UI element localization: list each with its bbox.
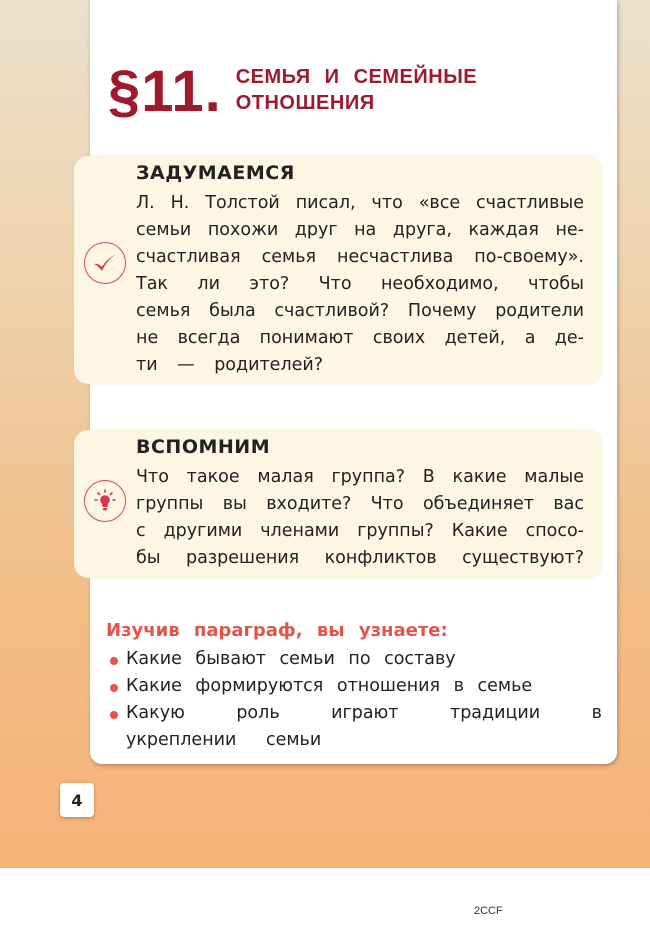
- think-line: семьи похожи друг на друга, каждая не-: [136, 220, 584, 240]
- page-number: 4: [60, 783, 94, 817]
- recall-line: Что такое малая группа? В какие малые: [136, 467, 584, 487]
- recall-line: бы разрешения конфликтов существуют?: [136, 548, 584, 568]
- think-heading: ЗАДУМАЕМСЯ: [136, 162, 295, 184]
- footer-code: 2CCF: [474, 905, 503, 917]
- learn-item: Какую роль играют традиции в укреплении семьи: [106, 700, 602, 754]
- checkmark-icon: [84, 242, 126, 284]
- section-title: [236, 64, 477, 116]
- recall-line: группы вы входите? Что объединяет вас: [136, 494, 584, 514]
- think-line: Так ли это? Что необходимо, чтобы: [136, 274, 584, 294]
- section-number: §11.: [108, 59, 222, 124]
- section-title-line-1: СЕМЬЯ И СЕМЕЙНЫЕ: [235, 66, 478, 88]
- think-box: [74, 156, 602, 384]
- recall-text: [136, 464, 584, 572]
- lightbulb-icon: [84, 480, 126, 522]
- learn-list: [106, 646, 602, 754]
- recall-line: с другими членами группы? Какие спосо-: [136, 521, 584, 541]
- learn-item: Какие формируются отношения в семье: [106, 673, 602, 700]
- section-header: [108, 60, 477, 124]
- think-line: ти — родителей?: [136, 355, 324, 375]
- think-line: счастливая семья несчастлива по-своему».: [136, 247, 584, 267]
- recall-box: [74, 430, 602, 578]
- think-line: семья была счастливой? Почему родители: [136, 301, 584, 321]
- think-line: не всегда понимают своих детей, а де-: [136, 328, 584, 348]
- think-line: Л. Н. Толстой писал, что «все счастливые: [136, 193, 584, 213]
- learn-item: Какие бывают семьи по составу: [106, 646, 602, 673]
- learn-title: Изучив параграф, вы узнаете:: [106, 620, 448, 641]
- recall-heading: ВСПОМНИМ: [136, 436, 271, 458]
- think-text: [136, 190, 584, 379]
- section-title-line-2: ОТНОШЕНИЯ: [235, 92, 375, 114]
